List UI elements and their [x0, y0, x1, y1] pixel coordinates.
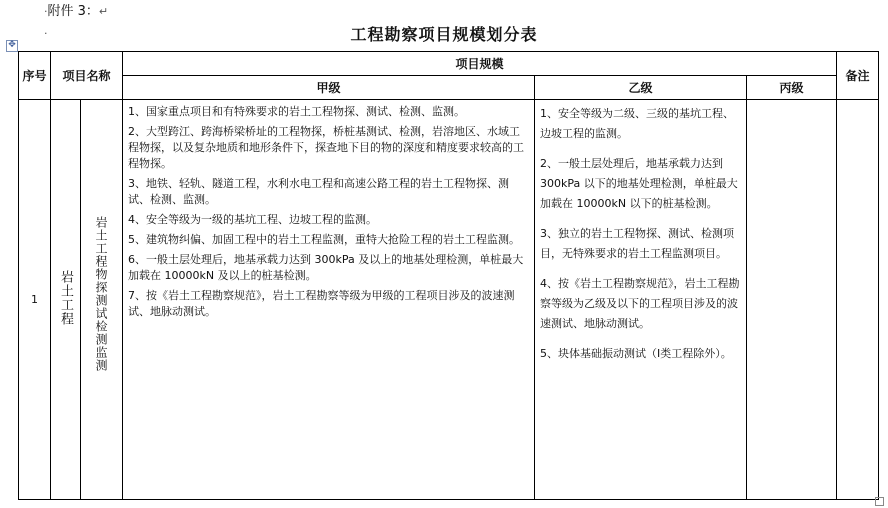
jia-item: 6、一般土层处理后，地基承载力达到 300kPa 及以上的地基处理检测，单桩最大加载在 10000kN 及以上的桩基检测。 — [128, 253, 524, 282]
category-text: 岩土工程 — [58, 270, 73, 326]
paragraph-mark: ↵ — [98, 5, 109, 18]
subcategory-text: 岩土工程物探测试检测监测 — [94, 216, 108, 372]
jia-item: 5、建筑物纠偏、加固工程中的岩土工程监测，重特大抢险工程的岩土工程监测。 — [128, 233, 521, 246]
row-category — [51, 100, 81, 500]
yi-item: 2、一般土层处理后，地基承载力达到 300kPa 以下的地基处理检测，单桩最大加载在 10000kN 以下的桩基检测。 — [540, 157, 738, 210]
attachment-label — [44, 0, 108, 19]
yi-item: 5、块体基础振动测试（Ⅰ类工程除外）。 — [540, 347, 732, 360]
yi-item: 1、安全等级为二级、三级的基坑工程、边坡工程的监测。 — [540, 107, 735, 140]
header-seq-text: 序号 — [22, 69, 47, 83]
header-note-text: 备注 — [845, 69, 870, 83]
header-yi-text: 乙级 — [628, 81, 653, 95]
header-yi — [535, 76, 747, 100]
yi-item: 4、按《岩土工程勘察规范》，岩土工程勘察等级为乙级及以下的工程项目涉及的波速测试、地脉动测试。 — [540, 277, 740, 330]
jia-item: 3、地铁、轻轨、隧道工程，水利水电工程和高速公路工程的岩土工程物探、测试、检测、监测。 — [128, 177, 510, 206]
title-text: 工程勘察项目规模划分表 — [350, 25, 538, 44]
bullet-mark: · — [44, 27, 48, 40]
header-note — [837, 52, 879, 100]
yi-cell — [535, 100, 747, 500]
attachment-text: 附件 3： — [47, 4, 99, 19]
header-bing — [747, 76, 837, 100]
table-resize-handle[interactable] — [875, 497, 884, 506]
header-scale-text: 项目规模 — [455, 57, 504, 71]
jia-item: 7、按《岩土工程勘察规范》，岩土工程勘察等级为甲级的工程项目涉及的波速测试、地脉动测试。 — [128, 289, 515, 318]
row-seq-text: 1 — [31, 293, 38, 306]
header-name-text: 项目名称 — [62, 69, 111, 83]
jia-item: 1、国家重点项目和有特殊要求的岩土工程物探、测试、检测、监测。 — [128, 105, 466, 118]
row-seq — [19, 100, 51, 500]
row-subcategory — [81, 100, 123, 500]
yi-item: 3、独立的岩土工程物探、测试、检测项目，无特殊要求的岩土工程监测项目。 — [540, 227, 735, 260]
scale-table — [18, 51, 879, 500]
note-cell — [837, 100, 879, 500]
header-scale — [123, 52, 837, 76]
header-seq — [19, 52, 51, 100]
header-jia — [123, 76, 535, 100]
jia-item: 2、大型跨江、跨海桥梁桥址的工程物探，桥桩基测试、检测，岩溶地区、水域工程物探，以及复杂地质和地形条件下，探查地下目的物的深度和精度要求较高的工程物探。 — [128, 125, 525, 170]
header-bing-text: 丙级 — [779, 81, 804, 95]
bing-cell — [747, 100, 837, 500]
bullet-mark: · — [44, 5, 48, 18]
jia-cell — [123, 100, 535, 500]
table-move-handle-icon[interactable]: ✥ — [6, 40, 18, 52]
jia-item: 4、安全等级为一级的基坑工程、边坡工程的监测。 — [128, 213, 378, 226]
header-name — [51, 52, 123, 100]
header-jia-text: 甲级 — [316, 81, 341, 95]
page-title — [0, 22, 888, 45]
